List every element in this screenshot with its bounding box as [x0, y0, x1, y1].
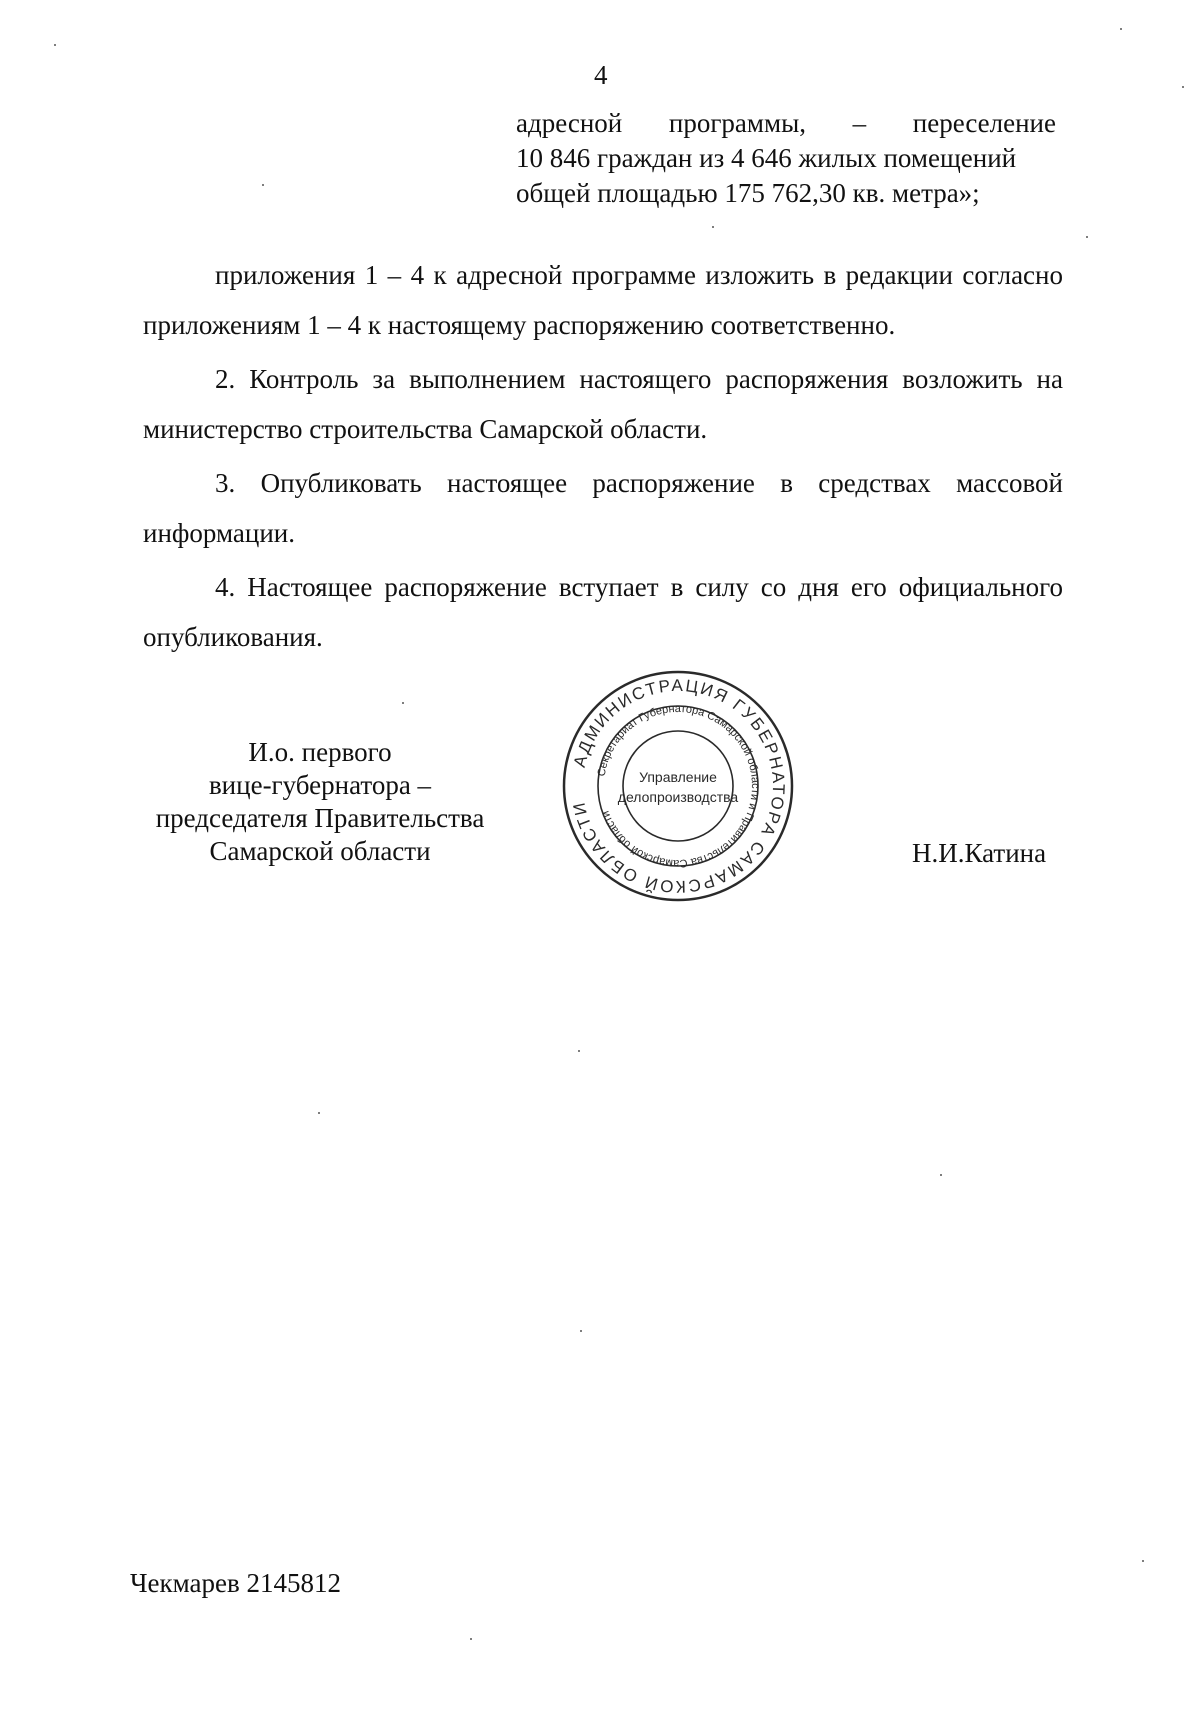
paragraph-effective: 4. Настоящее распоряжение вступает в силу со дня его официального опубликования.	[143, 572, 1063, 652]
address-word: переселение	[912, 108, 1056, 138]
scan-speck	[1182, 86, 1184, 88]
scan-speck	[712, 226, 714, 228]
address-line-1	[516, 106, 1056, 141]
signatory-title-line: Самарской области	[209, 836, 431, 866]
signatory-title-line: вице-губернатора –	[208, 770, 432, 800]
scan-speck	[1142, 1560, 1144, 1562]
signatory-title	[140, 736, 500, 868]
page-number: 4	[594, 60, 608, 90]
address-line-3: общей площадью 175 762,30 кв. метра»;	[516, 178, 980, 208]
scan-speck	[580, 1330, 582, 1332]
scan-speck	[402, 702, 404, 704]
address-word: –	[852, 108, 867, 138]
seal-inner-ring	[623, 731, 733, 841]
signatory-title-line: председателя Правительства	[155, 803, 485, 833]
signer-name: Н.И.Катина	[912, 838, 1047, 868]
seal-center-line-1: Управление	[639, 769, 717, 785]
scan-speck	[470, 1638, 472, 1640]
official-seal-stamp	[560, 668, 796, 904]
paragraph-control: 2. Контроль за выполнением настоящего распоряжения возложить на министерство строительства Самарской области.	[143, 364, 1063, 444]
address-word: программы,	[668, 108, 806, 138]
address-line-2: 10 846 граждан из 4 646 жилых помещений	[516, 143, 1017, 173]
paragraph-publish: 3. Опубликовать настоящее распоряжение в средствах массовой информации.	[143, 468, 1063, 548]
seal-center-line-2: делопроизводства	[617, 789, 739, 805]
signatory-title-line: И.о. первого	[248, 737, 392, 767]
scan-speck	[1086, 236, 1088, 238]
scan-speck	[1120, 28, 1122, 30]
scan-speck	[262, 184, 264, 186]
paragraph-appendices: приложения 1 – 4 к адресной программе изложить в редакции согласно приложениям 1 – 4 к настоящему распоряжению соответственно.	[143, 260, 1063, 340]
seal-inner-ring-text: Секретариат Губернатора Самарской области и Правительства Самарской области	[595, 702, 762, 870]
address-word: адресной	[516, 108, 623, 138]
scan-speck	[318, 1112, 320, 1114]
scan-speck	[578, 1050, 580, 1052]
scan-speck	[940, 1174, 942, 1176]
document-body	[143, 250, 1063, 666]
seal-outer-text: АДМИНИСТРАЦИЯ ГУБЕРНАТОРА САМАРСКОЙ ОБЛАСТИ	[569, 675, 789, 897]
scan-speck	[54, 44, 56, 46]
executor-contact: Чекмарев 2145812	[130, 1568, 342, 1598]
address-program-block	[516, 106, 1056, 211]
